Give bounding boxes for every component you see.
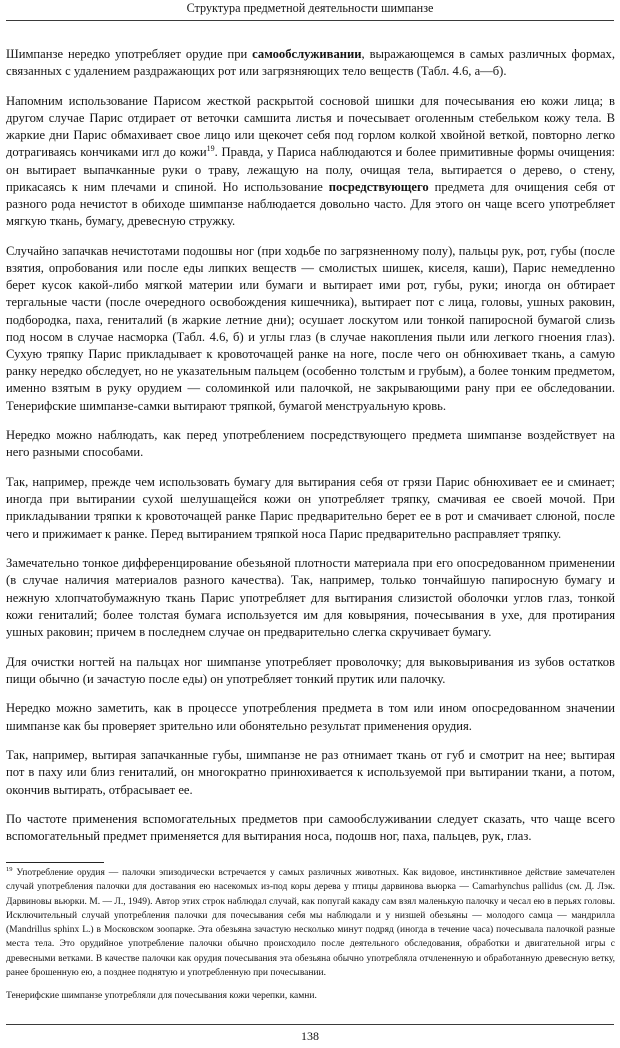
footnote-divider (6, 862, 104, 863)
paragraph-6: Замечательно тонкое дифференцирование обезьяной плотности материала при его опосредованном применении (в случае наличия материалов разного качества). Так, например, только тончайшую папиросную бумагу и нежную хлопчатобумажную ткань Парис употребляет для вытирания слизистой оболочки углов глаз, тонкой кожи гениталий; более толстая бумага используется им для ковыряния, почесывания в ухе, для протирания ушных раковин; причем в последнем случае он предварительно слегка скручивает бумагу. (6, 556, 615, 640)
paragraph-2: Напомним использование Парисом жесткой раскрытой сосновой шишки для почесывания ею кожи лица; в другом случае Парис отдирает от веточки самшита листья и почесывает оголенным стебельком кожу тела. В жаркие дни Парис обмахивает свое лицо или щекочет себя под горлом колкой хвойной веткой, повторно легко дотрагиваясь кончиками игл до кожи$^{19}$. Правда, у Париса наблюдаются и более примитивные формы очищения: он вытирает выпачканные руки о траву, лежащую на полу, очищая тела, вытирается о дерево, о стену, прикасаясь к ним плечами и спиной. Но использование посредствующего предмета для очищения себя от разного рода нечистот в обиходе шимпанзе наблюдается довольно часто. Для этого он чаще всего употребляет мягкую ткань, бумагу, древесную стружку. (6, 93, 615, 229)
paragraph-7: Для очистки ногтей на пальцах ног шимпанзе употребляет проволочку; для выковыривания из зубов остатков пищи обычно (и зачастую после еды) он употребляет тонкий прутик или палочку. (6, 654, 615, 686)
footnotes (6, 866, 615, 1013)
paragraph-3: Случайно запачкав нечистотами подошвы ног (при ходьбе по загрязненному полу), пальцы рук, рот, губы (после взятия, опробования или после еды липких веществ — смолистых шишек, киселя, каши), Парис немедленно берет кусок какой-либо мягкой материи или бумаги и вытирает ими рот, губы, руки; иногда он обтирает тергальные части (после очередного освобождения кишечника), вытирает пот с лица, головы, ушных раковин, подбородка, паха, гениталий (в жаркие летние дни); осушает лоскутом или тонкой папиросной бумагой слизь под носом в случае насморка (Табл. 4.6, б) и углы глаз (в случае накопления пыли или легкого гноения глаз). Сухую тряпку Парис прикладывает к кровоточащей ранке на ноге, после чего он обнюхивает ткань, а самую ранку нередко обследует, но не указательным пальцем (особенно толстым и грубым), а более тонким предметом, именно взятым в руку орудием — соломинкой или палочкой, не закрывающими рану при ее обследовании. Тенерифские шимпанзе-самки вытирают тряпкой, бумагой менструальную кровь. (6, 243, 615, 413)
paragraph-5: Так, например, прежде чем использовать бумагу для вытирания себя от грязи Парис обнюхивает ее и сминает; иногда при вытирании сухой шелушащейся кожи он употребляет тряпку, смачивая ее своей мочой. При прикладывании тряпки к кровоточащей ранке Парис предварительно берет ее в рот и смачивает слюной, после чего и прижимает к ранке. Перед вытиранием тряпкой носа Парис предварительно расправляет тряпку. (6, 475, 615, 541)
footnote-ref-19: 19 (206, 144, 215, 154)
paragraph-4: Нередко можно наблюдать, как перед употреблением посредствующего предмета шимпанзе воздействует на него разными способами. (6, 428, 615, 460)
page-number: 138 (301, 1029, 319, 1043)
main-text (6, 46, 615, 858)
paragraph-8: Нередко можно заметить, как в процессе употребления предмета в том или ином опосредованном значении шимпанзе как бы проверяет зрительно или обонятельно результат применения орудия. (6, 701, 615, 733)
running-header: Структура предметной деятельности шимпанзе (6, 0, 614, 21)
footnote-note: Тенерифские шимпанзе употребляли для почесывания кожи черепки, камни. (6, 991, 317, 1002)
paragraph-1: Шимпанзе нередко употребляет орудие при самообслуживании, выражающемся в самых различных формах, связанных с удалением раздражающих рот или загрязняющих тело веществ (Табл. 4.6, а—б). (6, 47, 615, 79)
footnote-19-text: Употребление орудия — палочки эпизодически встречается у самых различных животных. Как видовое, инстинктивное действие замечателен случай употребления палочки для доставания ею насекомых из-под коры дерева у птицы дарвинова вьюрка — Camarhynchus pallidus (см. Д. Лэк. Дарвиновы вьюрки. М. — Л., 1949). Автор этих строк наблюдал случай, как попугай какаду сам взял маленькую палочку и чесал ею в перьях головы. Исключительный случай употребления палочки для почесывания себя мы наблюдали и у низшей обезьяны — молодого самца — мандрилла (Mandrillus sphinx L.) в Московском зоопарке. Эта обезьяна зачастую несколько минут подряд (иногда в течение часа) почесывала палочкой разные места тела. Это орудийное употребление палочки обычно происходило после деятельного обследования, обработки и двигательной игры с древесными ветками. В качестве палочки как орудия почесывания эта обезьяна обычно употребляла отчлененную и обработанную древесную ветку, ранее брошенную ею, а позднее поднятую и употребленную при почесывании. (6, 868, 615, 979)
emphasis-mediating: посредствующего (328, 179, 429, 194)
emphasis-self-care: самообслуживании (252, 47, 362, 61)
paragraph-9: Так, например, вытирая запачканные губы, шимпанзе не раз отнимает ткань от губ и смотрит на нее; вытирая пот в паху или близ гениталий, он многократно принюхивается к используемой при вытирании ткани, а потом, окончив вытирать, отбрасывает ее. (6, 748, 615, 797)
footer-divider (6, 1024, 614, 1025)
footnote-19 (6, 866, 615, 980)
paragraph-10: По частоте применения вспомогательных предметов при самообслуживании следует сказать, что чаще всего вспомогательный предмет применяется для вытирания носа, подошв ног, паха, пальцев, рук, глаз. (6, 812, 615, 844)
footnote-marker: 19 (6, 866, 13, 873)
